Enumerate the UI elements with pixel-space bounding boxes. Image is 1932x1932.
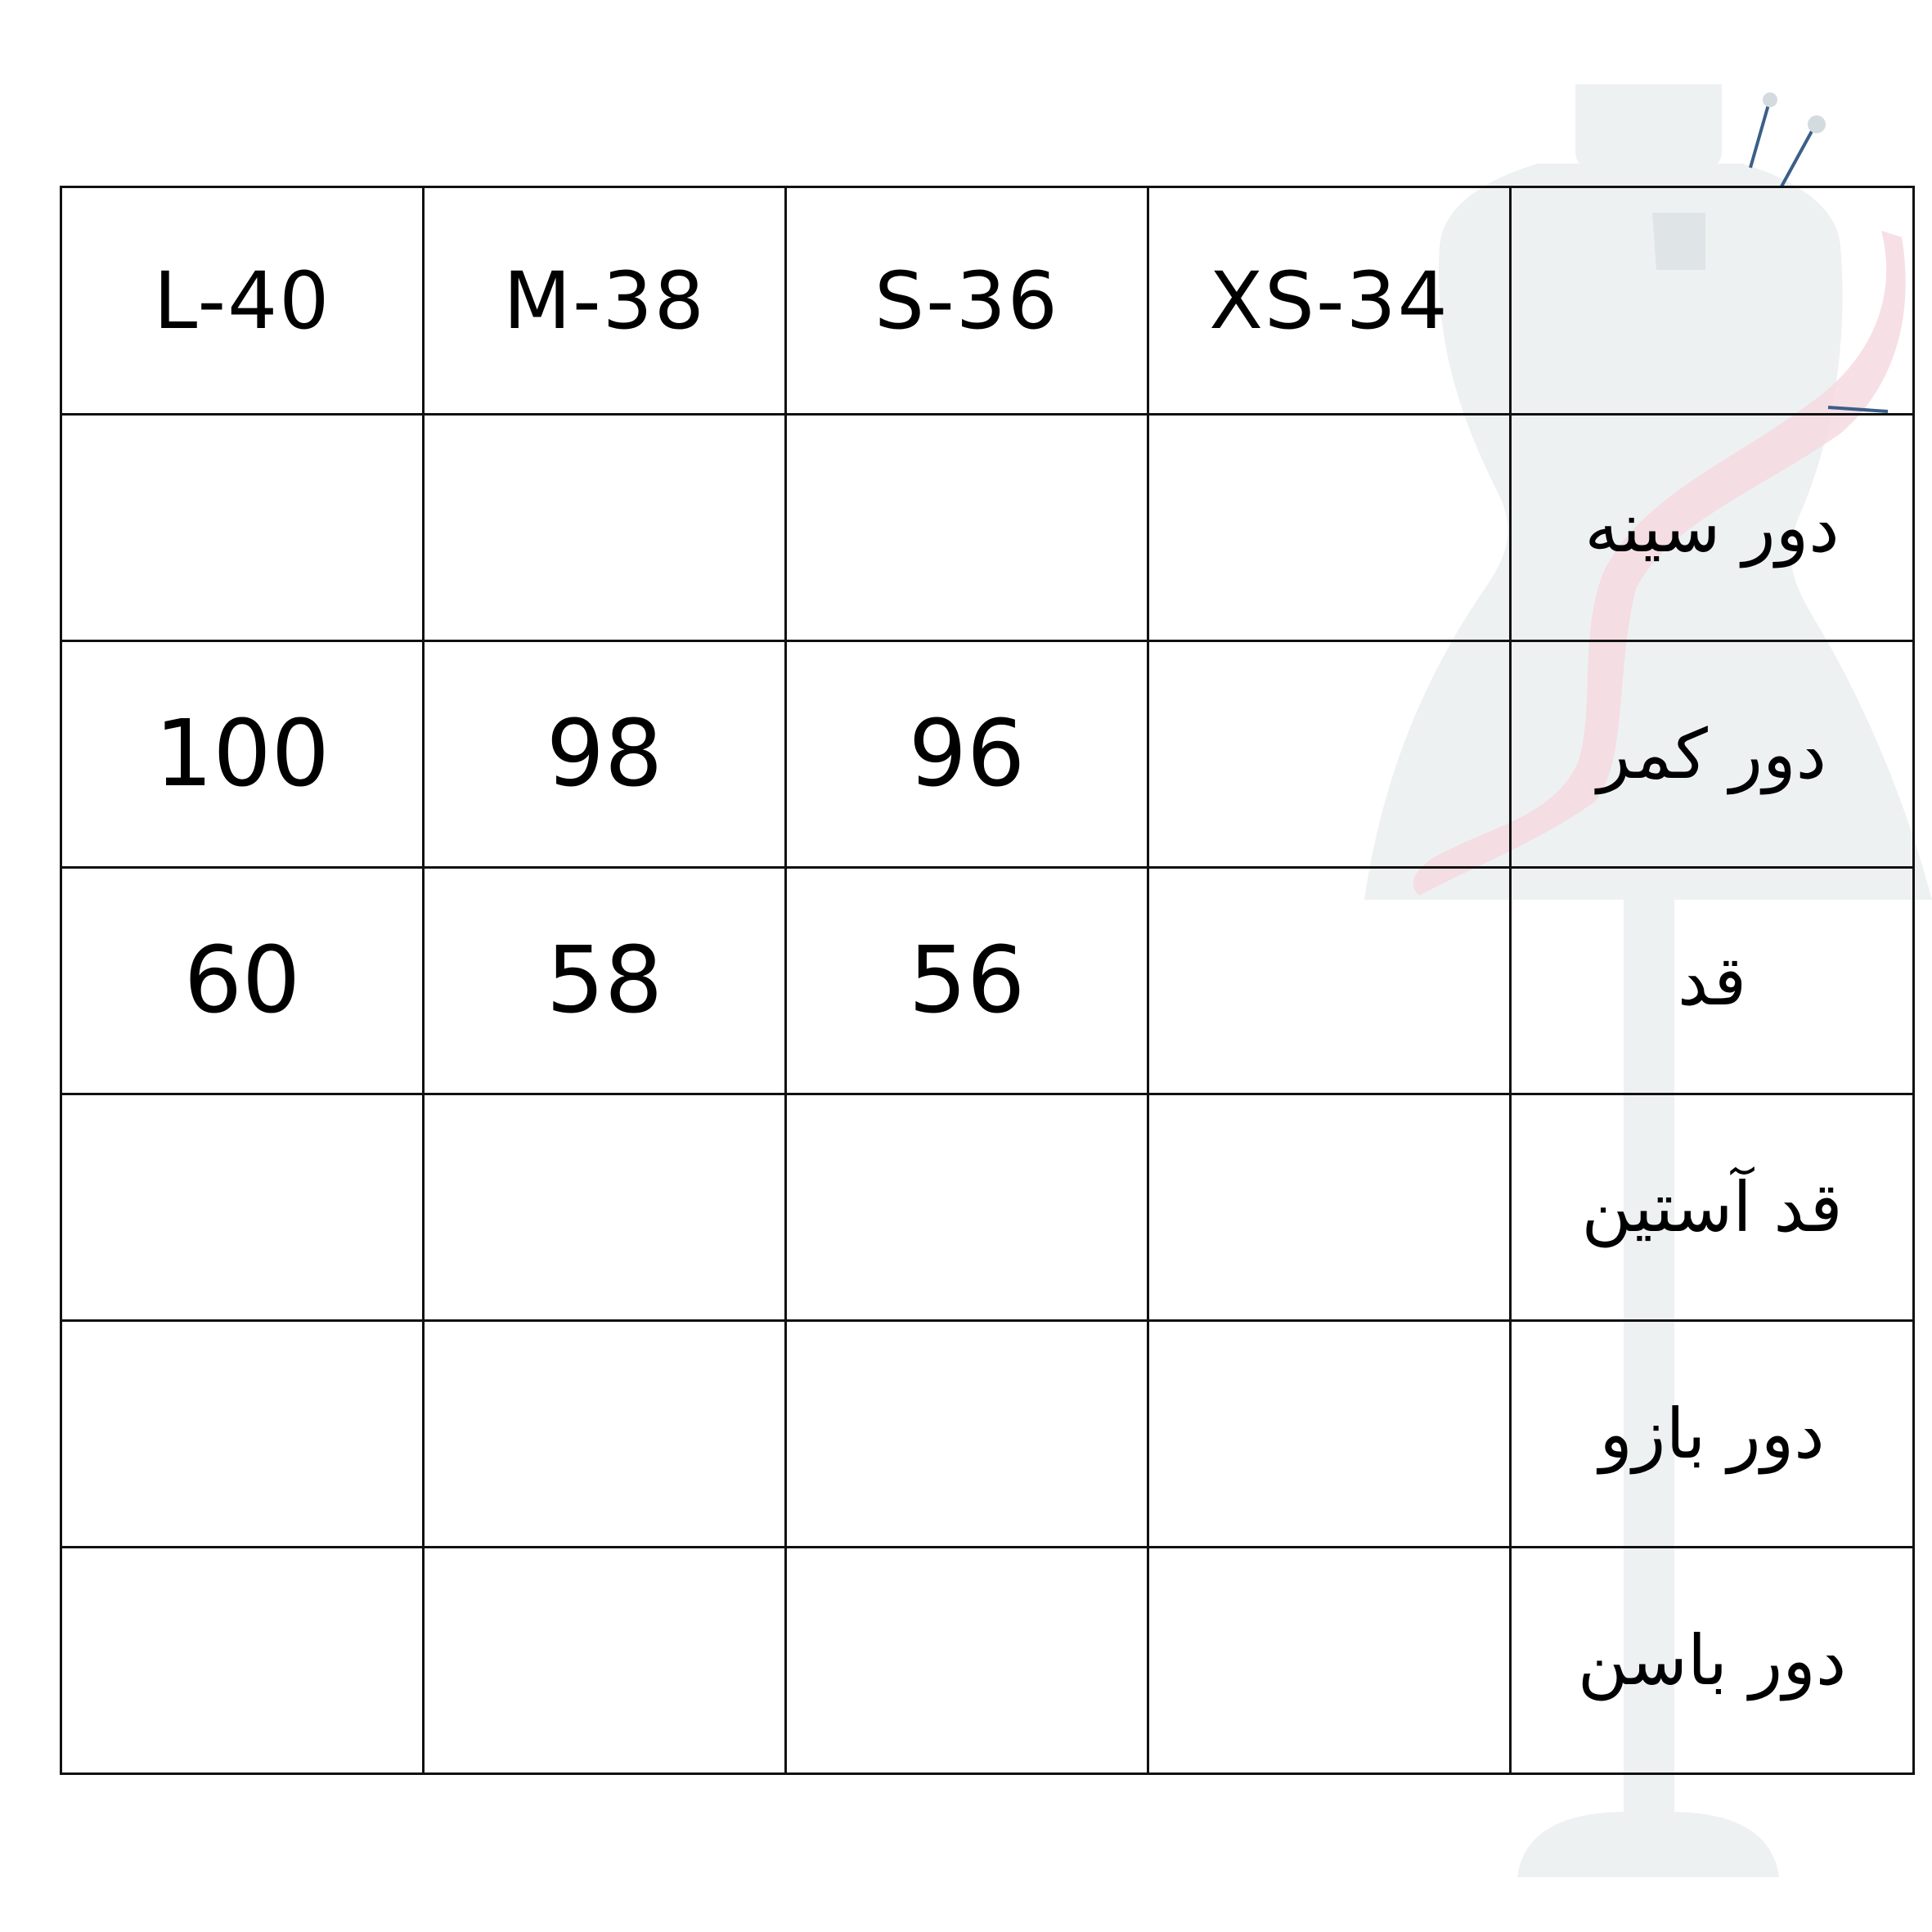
table-cell [61, 1094, 424, 1321]
table-row [61, 1548, 1914, 1774]
mannequin-base [1517, 1812, 1779, 1877]
table-cell [61, 415, 424, 641]
table-cell [786, 1321, 1148, 1548]
size-header-s36: S-36 [786, 187, 1148, 415]
row-label-sleeve-length: قد آستین [1511, 1094, 1914, 1321]
table-row [61, 1094, 1914, 1321]
table-cell [786, 415, 1148, 641]
table-cell [1148, 1548, 1511, 1774]
table-cell [1148, 868, 1511, 1094]
table-cell [424, 1548, 786, 1774]
row-label-arm: دور بازو [1511, 1321, 1914, 1548]
size-header-xs34: XS-34 [1148, 187, 1511, 415]
table-cell: 58 [424, 868, 786, 1094]
table-cell [424, 1321, 786, 1548]
table-cell: 56 [786, 868, 1148, 1094]
row-label-hip: دور باسن [1511, 1548, 1914, 1774]
table-cell [1148, 1321, 1511, 1548]
table-row [61, 868, 1914, 1094]
table-row [61, 641, 1914, 868]
row-label-waist: دور کمر [1511, 641, 1914, 868]
size-header-m38: M-38 [424, 187, 786, 415]
table-cell [61, 1321, 424, 1548]
corner-cell [1511, 187, 1914, 415]
pin-head-icon [1808, 115, 1826, 133]
table-cell [61, 1548, 424, 1774]
table-cell [1148, 415, 1511, 641]
table-cell [786, 1094, 1148, 1321]
size-header-l40: L-40 [61, 187, 424, 415]
table-header-row [61, 187, 1914, 415]
pin-icon [1750, 105, 1768, 168]
row-label-bust: دور سینه [1511, 415, 1914, 641]
table-cell [786, 1548, 1148, 1774]
table-cell: 60 [61, 868, 424, 1094]
table-row [61, 1321, 1914, 1548]
table-row [61, 415, 1914, 641]
pin-head-icon [1763, 92, 1777, 107]
pin-icon [1781, 127, 1814, 186]
table-cell [424, 415, 786, 641]
table-cell: 100 [61, 641, 424, 868]
table-cell [1148, 641, 1511, 868]
row-label-length: قد [1511, 868, 1914, 1094]
table-cell [424, 1094, 786, 1321]
table-cell [1148, 1094, 1511, 1321]
mannequin-neck [1575, 84, 1722, 176]
table-cell: 98 [424, 641, 786, 868]
size-chart-table [60, 186, 1915, 1775]
table-cell: 96 [786, 641, 1148, 868]
